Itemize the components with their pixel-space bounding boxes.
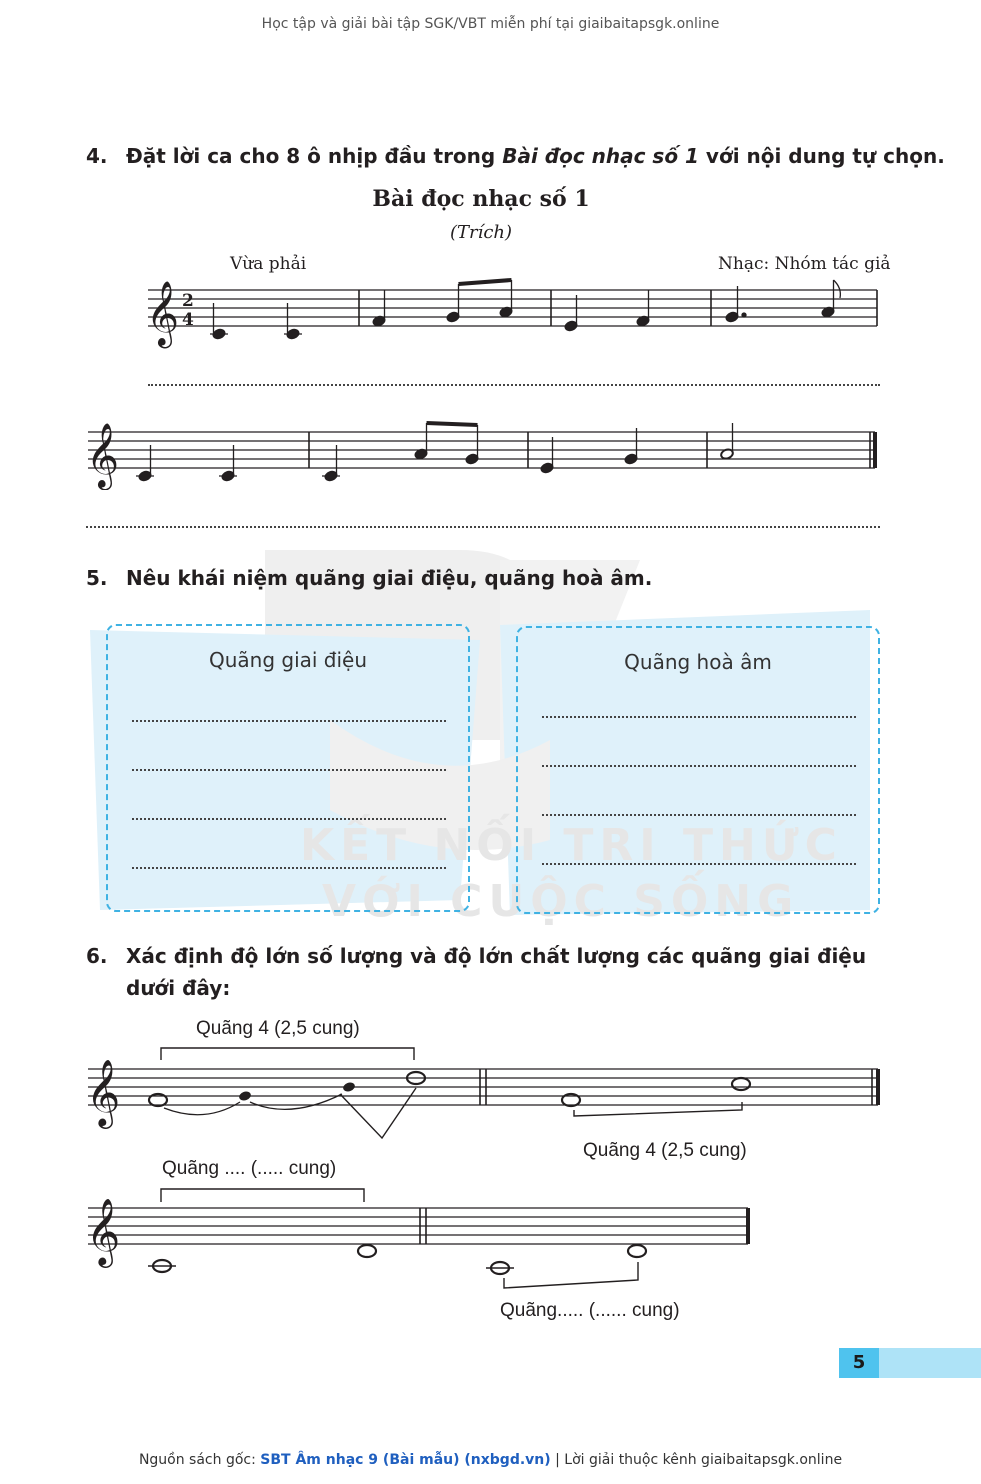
question-text: Nêu khái niệm quãng giai điệu, quãng hoà âm. xyxy=(126,566,653,590)
song-title: Bài đọc nhạc số 1 xyxy=(372,186,590,212)
answer-line[interactable] xyxy=(542,814,856,816)
answer-line[interactable] xyxy=(132,818,446,820)
question-5 xyxy=(86,566,886,596)
svg-text:𝄞: 𝄞 xyxy=(86,1058,121,1126)
song-reference: Bài đọc nhạc số 1 xyxy=(502,144,699,168)
lyric-line-1[interactable] xyxy=(148,384,880,386)
harmonic-interval-box xyxy=(516,626,880,914)
song-excerpt: (Trích) xyxy=(449,222,513,243)
music-staff-2 xyxy=(80,410,885,490)
box-label: Quãng giai điệu xyxy=(208,648,368,672)
music-staff-1 xyxy=(140,270,885,350)
box-label: Quãng hoà âm xyxy=(624,650,772,674)
watermark-line1: KẾT NỐI TRI THỨC xyxy=(300,820,843,871)
question-4 xyxy=(86,144,945,174)
tempo-marking: Vừa phải xyxy=(230,254,307,274)
svg-text:4: 4 xyxy=(182,310,194,330)
page-header: Học tập và giải bài tập SGK/VBT miễn phí tại giaibaitapsgk.online xyxy=(261,16,720,32)
interval-label-1: Quãng 4 (2,5 cung) xyxy=(196,1018,360,1039)
question-number: 5. xyxy=(86,566,108,590)
page-number-bar xyxy=(879,1348,981,1378)
lyric-line-2[interactable] xyxy=(86,526,880,528)
page-footer xyxy=(0,1452,981,1468)
footer-source-link[interactable]: SBT Âm nhạc 9 (Bài mẫu) (nxbgd.vn) xyxy=(260,1452,551,1468)
svg-text:𝄞: 𝄞 xyxy=(86,423,120,488)
interval-label-4[interactable]: Quãng..... (...... cung) xyxy=(500,1300,680,1321)
answer-line[interactable] xyxy=(542,716,856,718)
melodic-interval-box xyxy=(106,624,470,912)
svg-text:2: 2 xyxy=(182,291,194,311)
music-staff-4 xyxy=(80,1180,760,1290)
question-text-line1: Xác định độ lớn số lượng và độ lớn chất lượng các quãng giai điệu xyxy=(126,944,867,968)
answer-line[interactable] xyxy=(542,765,856,767)
question-text-line2: dưới đây: xyxy=(126,976,231,1000)
question-6 xyxy=(86,944,886,1008)
svg-text:𝄞: 𝄞 xyxy=(86,1197,121,1265)
answer-line[interactable] xyxy=(132,720,446,722)
question-text-part: Đặt lời ca cho 8 ô nhịp đầu trong xyxy=(126,144,503,168)
interval-label-2: Quãng 4 (2,5 cung) xyxy=(583,1140,747,1161)
composer-credit: Nhạc: Nhóm tác giả xyxy=(718,254,891,274)
answer-line[interactable] xyxy=(132,769,446,771)
interval-label-3[interactable]: Quãng .... (..... cung) xyxy=(162,1158,337,1179)
music-staff-3 xyxy=(80,1040,885,1150)
svg-text:𝄞: 𝄞 xyxy=(146,281,180,346)
question-text xyxy=(126,144,945,168)
question-number: 4. xyxy=(86,144,108,168)
answer-line[interactable] xyxy=(542,863,856,865)
page-number: 5 xyxy=(839,1348,879,1378)
question-text-part: với nội dung tự chọn. xyxy=(698,144,945,168)
question-number: 6. xyxy=(86,944,108,968)
watermark-line2: VỚI CUỘC SỐNG xyxy=(322,876,800,927)
answer-line[interactable] xyxy=(132,867,446,869)
footer-prefix: Nguồn sách gốc: xyxy=(138,1452,261,1468)
footer-suffix: | Lời giải thuộc kênh giaibaitapsgk.online xyxy=(550,1452,843,1468)
